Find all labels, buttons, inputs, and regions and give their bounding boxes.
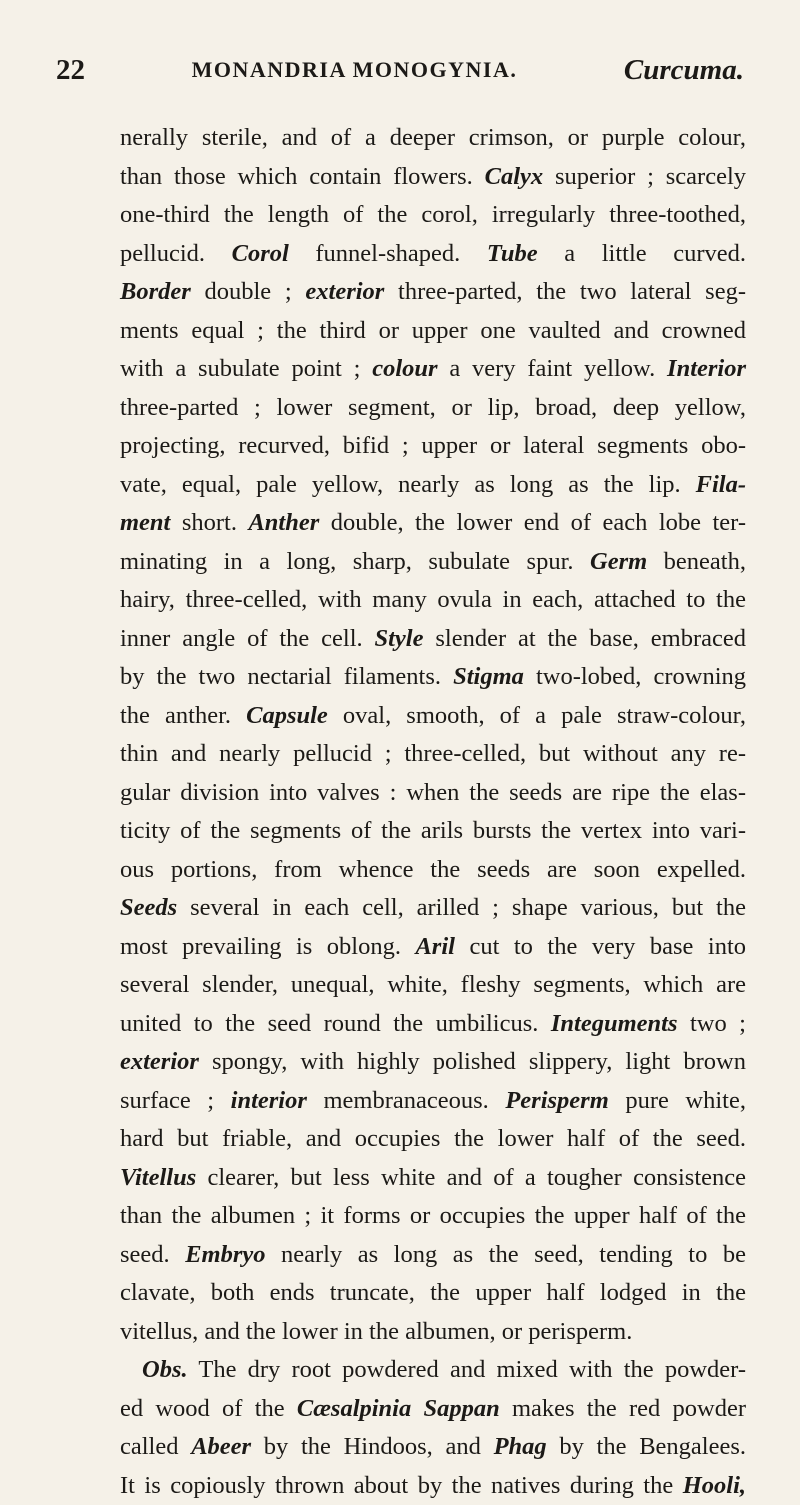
text-run: ous portions, from whence the seeds are soon expelled.	[120, 856, 746, 883]
text-line	[120, 543, 746, 582]
botanical-term: exterior	[305, 278, 384, 305]
text-line	[120, 350, 746, 389]
botanical-term: Phag	[494, 1433, 547, 1460]
text-run: united to the seed round the umbilicus.	[120, 1010, 551, 1037]
botanical-term: Tube	[487, 240, 538, 267]
text-run: pure white,	[609, 1087, 746, 1114]
text-run: thin and nearly pellucid ; three-celled, but without any re-	[120, 740, 746, 767]
text-line	[120, 966, 746, 1005]
text-line	[120, 1236, 746, 1275]
botanical-term: colour	[372, 355, 437, 382]
text-run: clearer, but less white and of a tougher consistence	[196, 1164, 746, 1191]
text-run: The dry root powdered and mixed with the powder-	[188, 1356, 746, 1383]
text-line	[120, 1467, 746, 1505]
text-run: than the albumen ; it forms or occupies the upper half of the	[120, 1202, 746, 1229]
botanical-term: interior	[231, 1087, 307, 1114]
text-line	[120, 581, 746, 620]
text-run: by the Bengalees.	[547, 1433, 746, 1460]
text-line	[120, 697, 746, 736]
text-line	[120, 235, 746, 274]
text-run: nearly as long as the seed, tending to be	[266, 1241, 747, 1268]
botanical-term: Fila-	[696, 471, 746, 498]
text-line	[120, 889, 746, 928]
botanical-term: ment	[120, 509, 170, 536]
botanical-term: Anther	[248, 509, 319, 536]
text-line	[120, 735, 746, 774]
text-line	[120, 851, 746, 890]
text-line	[120, 466, 746, 505]
botanical-term: Seeds	[120, 894, 177, 921]
botanical-term: Cæsalpinia Sappan	[297, 1395, 500, 1422]
botanical-term: Vitellus	[120, 1164, 196, 1191]
botanical-term: Style	[375, 625, 424, 652]
text-line	[120, 389, 746, 428]
text-run: ticity of the segments of the arils bursts the vertex into vari-	[120, 817, 746, 844]
text-run: funnel-shaped.	[289, 240, 487, 267]
text-run: surface ;	[120, 1087, 231, 1114]
text-run: than those which contain flowers.	[120, 163, 485, 190]
text-run: called	[120, 1433, 191, 1460]
text-line	[120, 774, 746, 813]
text-run: by the two nectarial filaments.	[120, 663, 453, 690]
text-run: slender at the base, embraced	[424, 625, 747, 652]
botanical-term: Integuments	[551, 1010, 678, 1037]
botanical-term: Abeer	[191, 1433, 251, 1460]
text-run: the anther.	[120, 702, 246, 729]
text-run: two ;	[678, 1010, 747, 1037]
text-line	[120, 812, 746, 851]
text-run: ments equal ; the third or upper one vaulted and crowned	[120, 317, 746, 344]
text-run: three-parted ; lower segment, or lip, broad, deep yellow,	[120, 394, 746, 421]
botanical-term: Capsule	[246, 702, 328, 729]
text-run: vate, equal, pale yellow, nearly as long as the lip.	[120, 471, 696, 498]
text-run: hairy, three-celled, with many ovula in each, attached to the	[120, 586, 746, 613]
text-run: two-lobed, crowning	[524, 663, 746, 690]
text-run: oval, smooth, of a pale straw-colour,	[328, 702, 746, 729]
botanical-term: Aril	[415, 933, 455, 960]
text-line	[120, 312, 746, 351]
botanical-term: Obs.	[142, 1356, 188, 1383]
text-line	[120, 1274, 746, 1313]
text-run: gular division into valves : when the seeds are ripe the elas-	[120, 779, 746, 806]
text-run: nerally sterile, and of a deeper crimson, or purple colour,	[120, 124, 746, 151]
text-line	[120, 1428, 746, 1467]
text-line	[120, 119, 746, 158]
text-run: double, the lower end of each lobe ter-	[319, 509, 746, 536]
text-run: short.	[170, 509, 248, 536]
text-run: most prevailing is oblong.	[120, 933, 415, 960]
text-run: a very faint yellow.	[438, 355, 667, 382]
text-line	[120, 196, 746, 235]
text-run: seed.	[120, 1241, 185, 1268]
botanical-term: exterior	[120, 1048, 199, 1075]
botanical-term: Germ	[590, 548, 647, 575]
text-line	[120, 273, 746, 312]
text-run: with a subulate point ;	[120, 355, 372, 382]
botanical-term: Border	[120, 278, 191, 305]
text-line	[120, 1005, 746, 1044]
text-line	[120, 1043, 746, 1082]
text-line	[120, 1351, 746, 1390]
text-run: clavate, both ends truncate, the upper half lodged in the	[120, 1279, 746, 1306]
text-run: hard but friable, and occupies the lower half of the seed.	[120, 1125, 746, 1152]
text-run: several slender, unequal, white, fleshy segments, which are	[120, 971, 746, 998]
page-header	[56, 50, 744, 90]
text-line	[120, 1082, 746, 1121]
text-run: double ;	[191, 278, 306, 305]
text-line	[120, 1159, 746, 1198]
botanical-term: Stigma	[453, 663, 524, 690]
text-run: superior ; scarcely	[543, 163, 746, 190]
running-title: MONANDRIA MONOGYNIA.	[192, 57, 518, 83]
text-run: ed wood of the	[120, 1395, 297, 1422]
botanical-term: Embryo	[185, 1241, 265, 1268]
text-run: by the Hindoos, and	[251, 1433, 493, 1460]
text-run: pellucid.	[120, 240, 232, 267]
text-run: projecting, recurved, bifid ; upper or lateral segments obo-	[120, 432, 746, 459]
text-line	[120, 158, 746, 197]
text-run: one-third the length of the corol, irregularly three-toothed,	[120, 201, 746, 228]
botanical-term: Interior	[667, 355, 746, 382]
page-number: 22	[56, 54, 85, 87]
text-line	[120, 1390, 746, 1429]
text-line	[120, 1313, 746, 1352]
text-line	[120, 504, 746, 543]
text-run: several in each cell, arilled ; shape various, but the	[177, 894, 746, 921]
text-line	[120, 427, 746, 466]
botanical-term: Corol	[232, 240, 289, 267]
text-line	[120, 1197, 746, 1236]
body-text	[120, 119, 746, 1505]
text-line	[120, 658, 746, 697]
genus-title: Curcuma.	[624, 54, 744, 87]
text-run: inner angle of the cell.	[120, 625, 375, 652]
botanical-term: Hooli,	[683, 1472, 746, 1499]
text-run: a little curved.	[538, 240, 746, 267]
text-run: membranaceous.	[307, 1087, 505, 1114]
botanical-term: Perisperm	[505, 1087, 608, 1114]
text-run: three-parted, the two lateral seg-	[384, 278, 746, 305]
text-run: beneath,	[647, 548, 746, 575]
botanical-term: Calyx	[485, 163, 544, 190]
text-run: It is copiously thrown about by the natives during the	[120, 1472, 683, 1499]
text-run: spongy, with highly polished slippery, light brown	[199, 1048, 746, 1075]
text-line	[120, 928, 746, 967]
text-run: makes the red powder	[500, 1395, 746, 1422]
text-run: vitellus, and the lower in the albumen, or perisperm.	[120, 1318, 632, 1345]
text-run: minating in a long, sharp, subulate spur.	[120, 548, 590, 575]
text-line	[120, 620, 746, 659]
text-run: cut to the very base into	[455, 933, 746, 960]
text-line	[120, 1120, 746, 1159]
